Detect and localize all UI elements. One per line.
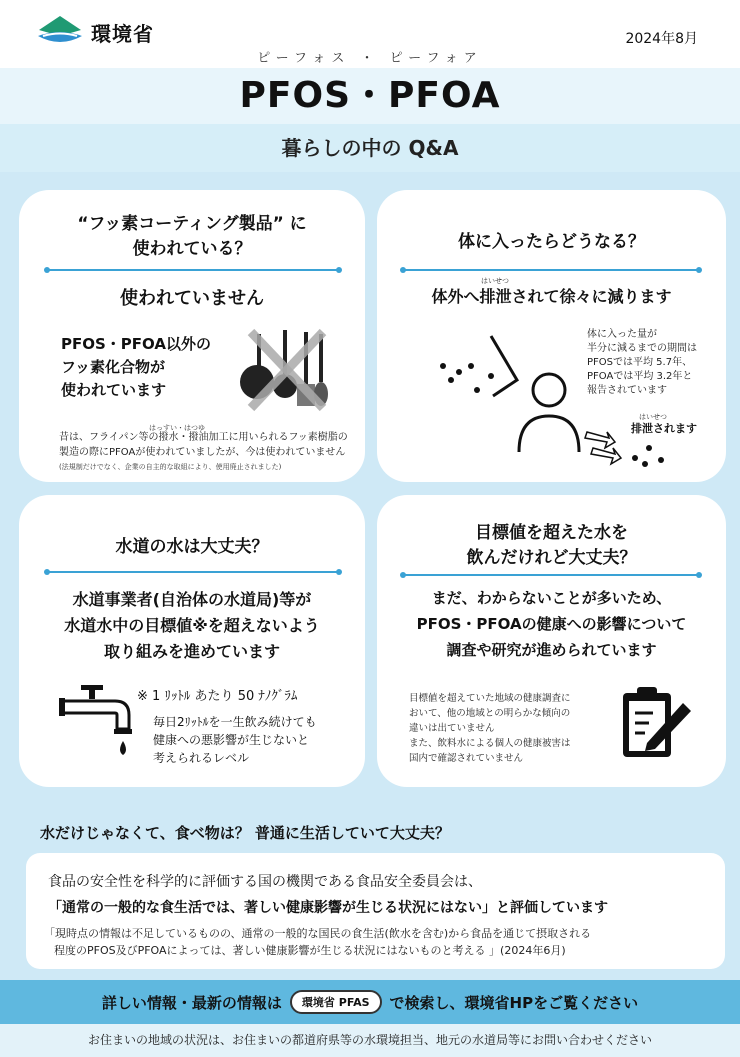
card-question: 体に入ったらどうなる？: [458, 232, 645, 252]
card-in-body: [377, 190, 726, 482]
card-note: [59, 430, 348, 475]
title-reading: ピーフォス ・ ピーフォア: [257, 51, 483, 66]
answer-line: まだ、わからないことが多いため、: [431, 589, 672, 607]
answer-line: 水道事業者(自治体の水道局)等が: [72, 590, 312, 609]
statement-line-emphasis: 「通常の一般的な食生活では、著しい健康影響が生じる状況にはない」と評価しています: [48, 900, 608, 916]
health-survey-note: [409, 691, 571, 766]
subtitle-band: [0, 124, 740, 172]
target-value-footnote: ※ 1 ﾘｯﾄﾙ あたり 50 ﾅﾉｸﾞﾗﾑ: [137, 689, 298, 704]
detail-line: 体に入った量が: [587, 329, 657, 340]
answer-reading: はいせつ: [481, 277, 509, 285]
detail-line: 報告されています: [587, 385, 667, 396]
card-fluorine-coating: [19, 190, 365, 482]
note-reading: はっすい・はつゆ: [149, 424, 205, 432]
card-body: [61, 333, 211, 402]
cookware-crossed-icon: [237, 324, 337, 416]
page-title: PFOS・PFOA: [239, 75, 501, 116]
divider: [403, 269, 699, 271]
answer-line: 調査や研究が進められています: [446, 641, 657, 659]
ministry-logo-icon: [35, 14, 85, 50]
question-line: “フッ素コーティング製品” に: [77, 214, 307, 234]
excreted-label: 排泄されます: [631, 422, 697, 435]
detail-line: PFOSでは平均 5.7年、: [587, 357, 693, 368]
card-exceeded-water: [377, 495, 726, 787]
note-line: 昔は、フライパン等の撥水・撥油加工に用いられるフッ素樹脂の: [59, 432, 348, 443]
card-answer: 使われていません: [120, 288, 264, 309]
food-heading: 水だけじゃなくて、食べ物は？ 普通に生活していて大丈夫？: [40, 824, 450, 842]
card-answer: [377, 585, 726, 663]
description-line: 健康への悪影響が生じないと: [153, 733, 310, 747]
quote-line: 程度のPFOS及びPFOAによっては、著しい健康影響が生じる状況にはないものと考える 」(2024年6月): [54, 944, 566, 957]
search-term-box[interactable]: 環境省 PFAS: [290, 990, 382, 1014]
footer-note: お住まいの地域の状況は、お住まいの都道府県等の水環境担当、地元の水道局等にお問い合わせください: [0, 1024, 740, 1057]
food-statement: [48, 869, 608, 921]
note-line: また、飲料水による個人の健康被害は: [409, 738, 571, 749]
faucet-icon: [59, 681, 135, 765]
ministry-name: 環境省: [91, 21, 154, 46]
divider: [47, 269, 339, 271]
target-value-description: [153, 713, 317, 767]
note-line: 製造の際にPFOAが使われていましたが、今は使われていません: [59, 447, 346, 458]
body-line: PFOS・PFOA以外の: [61, 335, 211, 353]
note-line: (法規制だけでなく、企業の自主的な取組により、使用廃止されました): [59, 463, 282, 471]
quote-line: 「現時点の情報は不足しているものの、通常の一般的な国民の食生活(飲水を含む)から食品を通じて摂取される: [44, 927, 592, 940]
question-line: 飲んだけれど大丈夫？: [466, 548, 637, 568]
answer-line: 水道水中の目標値※を超えないよう: [64, 616, 320, 635]
answer-line: PFOS・PFOAの健康への影響について: [416, 615, 687, 633]
question-line: 目標値を超えた水を: [475, 523, 628, 543]
publish-date: 2024年8月: [625, 31, 698, 47]
search-guidance: [0, 980, 740, 1024]
card-tap-water: [19, 495, 365, 787]
question-line: 使われている？: [132, 239, 252, 259]
card-answer: 体外へ排泄されて徐々に減ります: [431, 287, 672, 306]
detail-line: 半分に減るまでの期間は: [587, 343, 697, 354]
statement-line: 食品の安全性を科学的に評価する国の機関である食品安全委員会は、: [48, 874, 482, 890]
card-question: [19, 212, 365, 262]
body-line: 使われています: [61, 381, 167, 399]
divider: [403, 574, 699, 576]
description-line: 考えられるレベル: [153, 751, 250, 765]
note-line: おいて、他の地域との明らかな傾向の: [409, 708, 571, 719]
description-line: 毎日2ﾘｯﾄﾙを一生飲み続けても: [153, 715, 317, 729]
ministry-logo[interactable]: [35, 14, 154, 50]
page-subtitle: 暮らしの中の Q&A: [281, 136, 459, 160]
clipboard-pen-icon: [617, 683, 697, 763]
food-quote: [44, 925, 591, 959]
answer-line: 取り組みを進めています: [103, 642, 280, 661]
person-excretion-icon: [437, 330, 672, 475]
food-safety-box: [26, 853, 725, 969]
title-band: [0, 68, 740, 124]
search-suffix: で検索し、環境省HPをご覧ください: [389, 993, 639, 1012]
excreted-reading: はいせつ: [639, 413, 667, 421]
note-line: 違いは出ていません: [409, 723, 495, 734]
search-prefix: 詳しい情報・最新の情報は: [101, 993, 282, 1012]
divider: [47, 571, 339, 573]
body-line: フッ素化合物が: [61, 358, 165, 376]
card-answer: [19, 587, 365, 665]
note-line: 国内で確認されていません: [409, 753, 524, 764]
note-line: 目標値を超えていた地域の健康調査に: [409, 693, 571, 704]
card-question: [377, 521, 726, 571]
detail-line: PFOAでは平均 3.2年と: [587, 371, 693, 382]
card-question: 水道の水は大丈夫？: [115, 537, 269, 557]
